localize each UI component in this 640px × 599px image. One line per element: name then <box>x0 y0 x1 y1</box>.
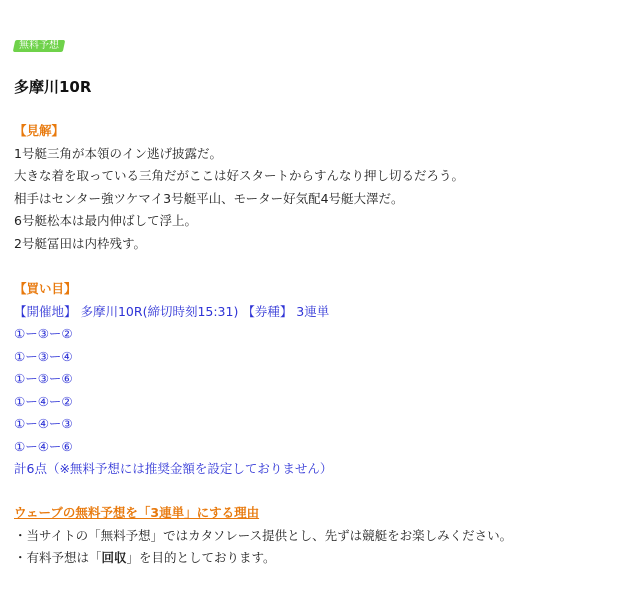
view-heading: 【見解】 <box>14 123 65 138</box>
bet-combo: ①ー③ー⑥ <box>14 371 73 386</box>
bet-combo: ①ー④ー③ <box>14 416 73 431</box>
race-info: 【開催地】 多摩川10R(締切時刻15:31) 【券種】 3連単 <box>14 303 330 319</box>
bets-heading: 【買い目】 <box>14 281 77 296</box>
reason-line-2-post: 」を目的としております。 <box>126 550 276 565</box>
bet-combo: ①ー④ー② <box>14 393 73 409</box>
view-line: 1号艇三角が本領のイン逃げ披露だ。 <box>14 145 222 161</box>
bet-combo: ①ー③ー② <box>14 326 73 341</box>
view-line: 2号艇冨田は内枠残す。 <box>14 235 146 251</box>
view-line: 相手はセンター強ツケマイ3号艇平山、モーター好気配4号艇大澤だ。 <box>14 190 404 206</box>
reason-line-1: ・当サイトの「無料予想」ではカタソレース提供とし、先ずは競艇をお楽しみください。 <box>14 527 513 543</box>
bet-total: 計6点（※無料予想には推奨金額を設定しておりません） <box>14 461 333 476</box>
reason-line-2-bold: 回収 <box>101 550 127 565</box>
bet-combo: ①ー③ー④ <box>14 348 73 364</box>
reason-line-2-pre: ・有料予想は「 <box>14 550 102 565</box>
reason-section <box>14 502 512 570</box>
reason-line-2 <box>14 547 512 570</box>
bets-section <box>14 278 332 481</box>
bet-combo: ①ー④ー⑥ <box>14 438 73 454</box>
reason-link[interactable]: ウェーブの無料予想を「3連単」にする理由 <box>14 505 260 520</box>
race-title: 多摩川10R <box>14 78 92 96</box>
view-section <box>14 120 464 255</box>
view-line: 6号艇松本は最内伸ばして浮上。 <box>14 213 197 228</box>
view-line: 大きな着を取っている三角だがここは好スタートからすんなり押し切るだろう。 <box>14 168 465 183</box>
free-prediction-badge: 無料予想 <box>13 40 66 52</box>
